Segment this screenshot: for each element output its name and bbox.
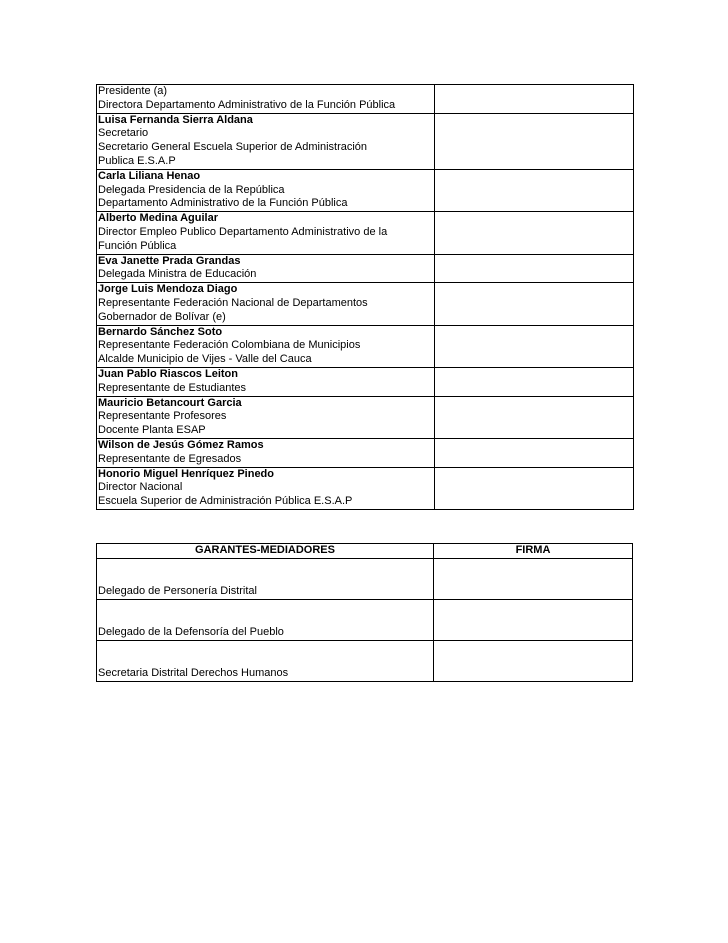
member-row [97, 169, 634, 211]
member-role-line: Director Nacional [98, 481, 183, 494]
member-info-cell [97, 367, 435, 396]
member-role-line: Representante Federación Colombiana de Municipios [98, 339, 361, 352]
member-info-cell [97, 113, 435, 169]
member-role-line: Representante Federación Nacional de Departamentos [98, 296, 368, 309]
member-role-line: Representante de Estudiantes [98, 381, 246, 394]
member-info-cell [97, 396, 435, 438]
member-role-line: Directora Departamento Administrativo de la Función Pública [98, 98, 396, 111]
signature-cell [435, 113, 634, 169]
member-name: Wilson de Jesús Gómez Ramos [98, 438, 264, 451]
member-row [97, 438, 634, 467]
garantes-header-label: GARANTES-MEDIADORES [97, 544, 434, 559]
member-row [97, 254, 634, 283]
signature-cell [434, 641, 633, 682]
member-info-cell [97, 283, 435, 325]
signature-cell [435, 85, 634, 114]
signature-cell [434, 559, 633, 600]
garante-row [97, 559, 633, 600]
member-role-line: Secretario [98, 127, 149, 140]
member-row [97, 367, 634, 396]
member-role-line: Delegada Presidencia de la República [98, 183, 285, 196]
member-row [97, 212, 634, 254]
garante-name-cell: Delegado de Personería Distrital [97, 559, 434, 600]
member-name: Carla Liliana Henao [98, 169, 201, 182]
garante-row [97, 600, 633, 641]
garantes-signature-table [96, 543, 633, 682]
member-row [97, 85, 634, 114]
member-info-cell [97, 254, 435, 283]
member-name: Mauricio Betancourt Garcia [98, 396, 242, 409]
member-info-cell [97, 169, 435, 211]
signature-cell [435, 367, 634, 396]
member-row [97, 396, 634, 438]
signature-cell [435, 254, 634, 283]
member-info-cell [97, 325, 435, 367]
member-name: Luisa Fernanda Sierra Aldana [98, 113, 253, 126]
signature-cell [435, 169, 634, 211]
member-role-line: Departamento Administrativo de la Función Pública [98, 197, 348, 210]
member-row [97, 283, 634, 325]
member-info-cell [97, 438, 435, 467]
garante-name-cell: Delegado de la Defensoría del Pueblo [97, 600, 434, 641]
member-row [97, 113, 634, 169]
member-name: Jorge Luis Mendoza Diago [98, 283, 238, 296]
signature-cell [435, 467, 634, 509]
member-role-line: Docente Planta ESAP [98, 424, 206, 437]
member-role-line: Alcalde Municipio de Vijes - Valle del Cauca [98, 353, 312, 366]
member-role-line: Escuela Superior de Administración Pública E.S.A.P [98, 495, 353, 508]
member-role-line: Representante Profesores [98, 410, 227, 423]
members-signature-table [96, 84, 634, 510]
member-info-cell [97, 85, 435, 114]
member-row [97, 325, 634, 367]
member-name: Alberto Medina Aguilar [98, 212, 218, 225]
member-role-line: Presidente (a) [98, 85, 168, 97]
firma-header-label: FIRMA [434, 544, 633, 559]
garante-name-cell: Secretaria Distrital Derechos Humanos [97, 641, 434, 682]
member-name: Bernardo Sánchez Soto [98, 325, 223, 338]
signature-cell [434, 600, 633, 641]
member-role-line: Secretario General Escuela Superior de Administración [98, 141, 368, 154]
signature-cell [435, 212, 634, 254]
member-role-line: Delegada Ministra de Educación [98, 268, 257, 281]
signature-cell [435, 325, 634, 367]
member-role-line: Publica E.S.A.P [98, 154, 176, 167]
member-name: Juan Pablo Riascos Leiton [98, 367, 238, 380]
garantes-header-row [97, 544, 633, 559]
signature-cell [435, 396, 634, 438]
member-role-line: Gobernador de Bolívar (e) [98, 310, 226, 323]
signature-cell [435, 438, 634, 467]
member-info-cell [97, 212, 435, 254]
member-role-line: Representante de Egresados [98, 452, 242, 465]
member-name: Honorio Miguel Henríquez Pinedo [98, 467, 274, 480]
garante-row [97, 641, 633, 682]
member-row [97, 467, 634, 509]
member-name: Eva Janette Prada Grandas [98, 254, 241, 267]
member-role-line: Función Pública [98, 239, 177, 252]
signature-cell [435, 283, 634, 325]
member-info-cell [97, 467, 435, 509]
member-role-line: Director Empleo Publico Departamento Administrativo de la [98, 225, 388, 238]
